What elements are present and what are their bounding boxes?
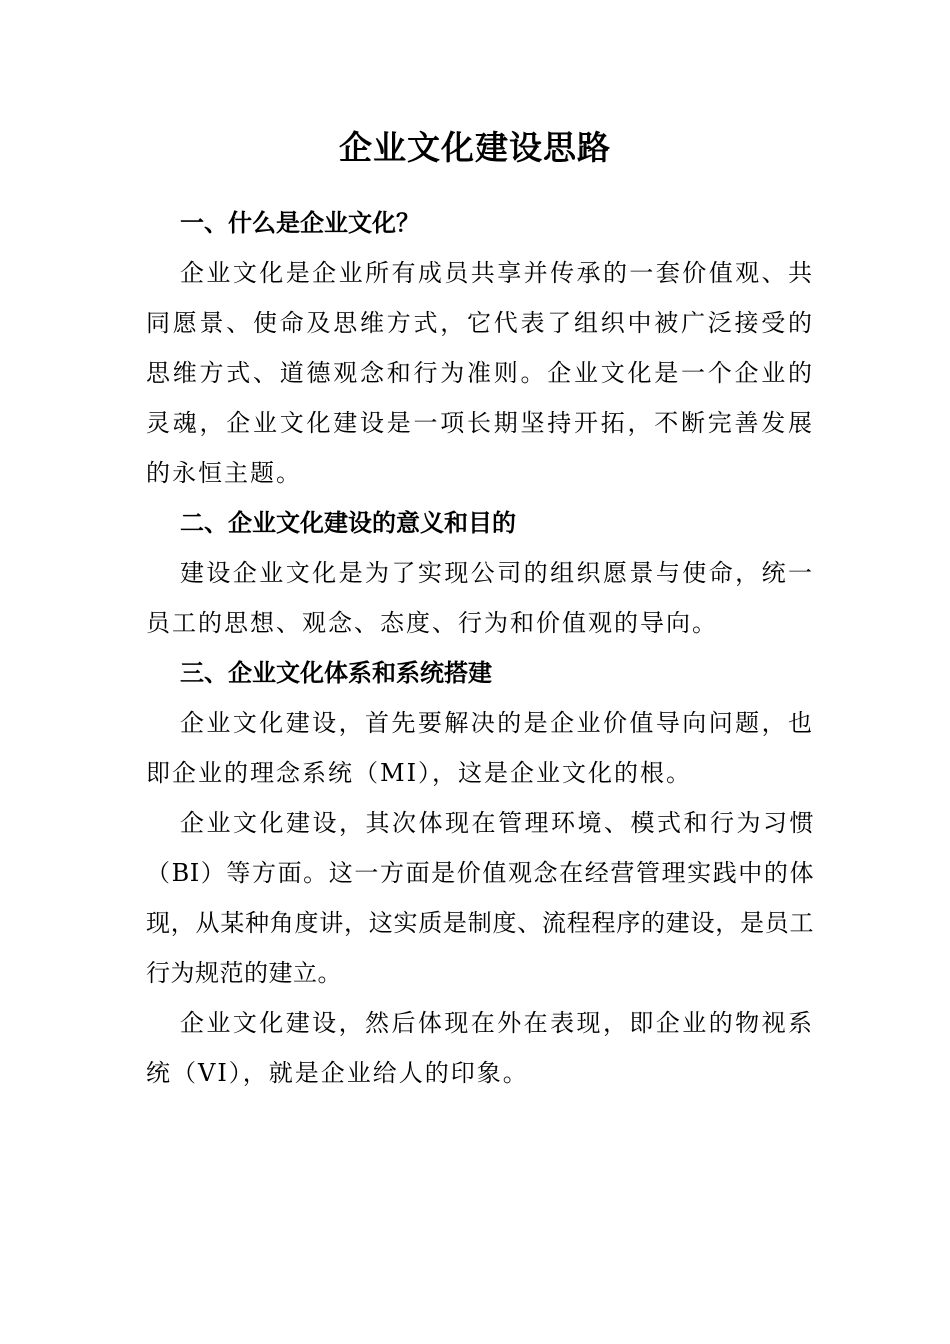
section-what-is-culture	[146, 198, 814, 498]
body-paragraph: 企业文化建设，首先要解决的是企业价值导向问题，也即企业的理念系统（MI），这是企业文化的根。	[146, 709, 814, 787]
body-paragraph: 建设企业文化是为了实现公司的组织愿景与使命，统一员工的思想、观念、态度、行为和价值观的导向。	[146, 559, 814, 637]
body-paragraph: 企业文化是企业所有成员共享并传承的一套价值观、共同愿景、使命及思维方式，它代表了组织中被广泛接受的思维方式、道德观念和行为准则。企业文化是一个企业的灵魂，企业文化建设是一项长期坚持开拓，不断完善发展的永恒主题。	[146, 259, 814, 487]
section-meaning-and-purpose	[146, 498, 814, 648]
section-heading: 一、什么是企业文化？	[180, 208, 420, 237]
section-heading: 三、企业文化体系和系统搭建	[180, 658, 492, 687]
body-paragraph: 企业文化建设，其次体现在管理环境、模式和行为习惯（BI）等方面。这一方面是价值观念在经营管理实践中的体现，从某种角度讲，这实质是制度、流程程序的建设，是员工行为规范的建立。	[146, 809, 814, 987]
section-heading: 二、企业文化建设的意义和目的	[180, 508, 516, 537]
body-paragraph: 企业文化建设，然后体现在外在表现，即企业的物视系统（VI），就是企业给人的印象。	[146, 1009, 814, 1087]
section-system-building	[146, 648, 814, 1098]
document-title: 企业文化建设思路	[339, 128, 611, 167]
document-body	[146, 198, 814, 1098]
